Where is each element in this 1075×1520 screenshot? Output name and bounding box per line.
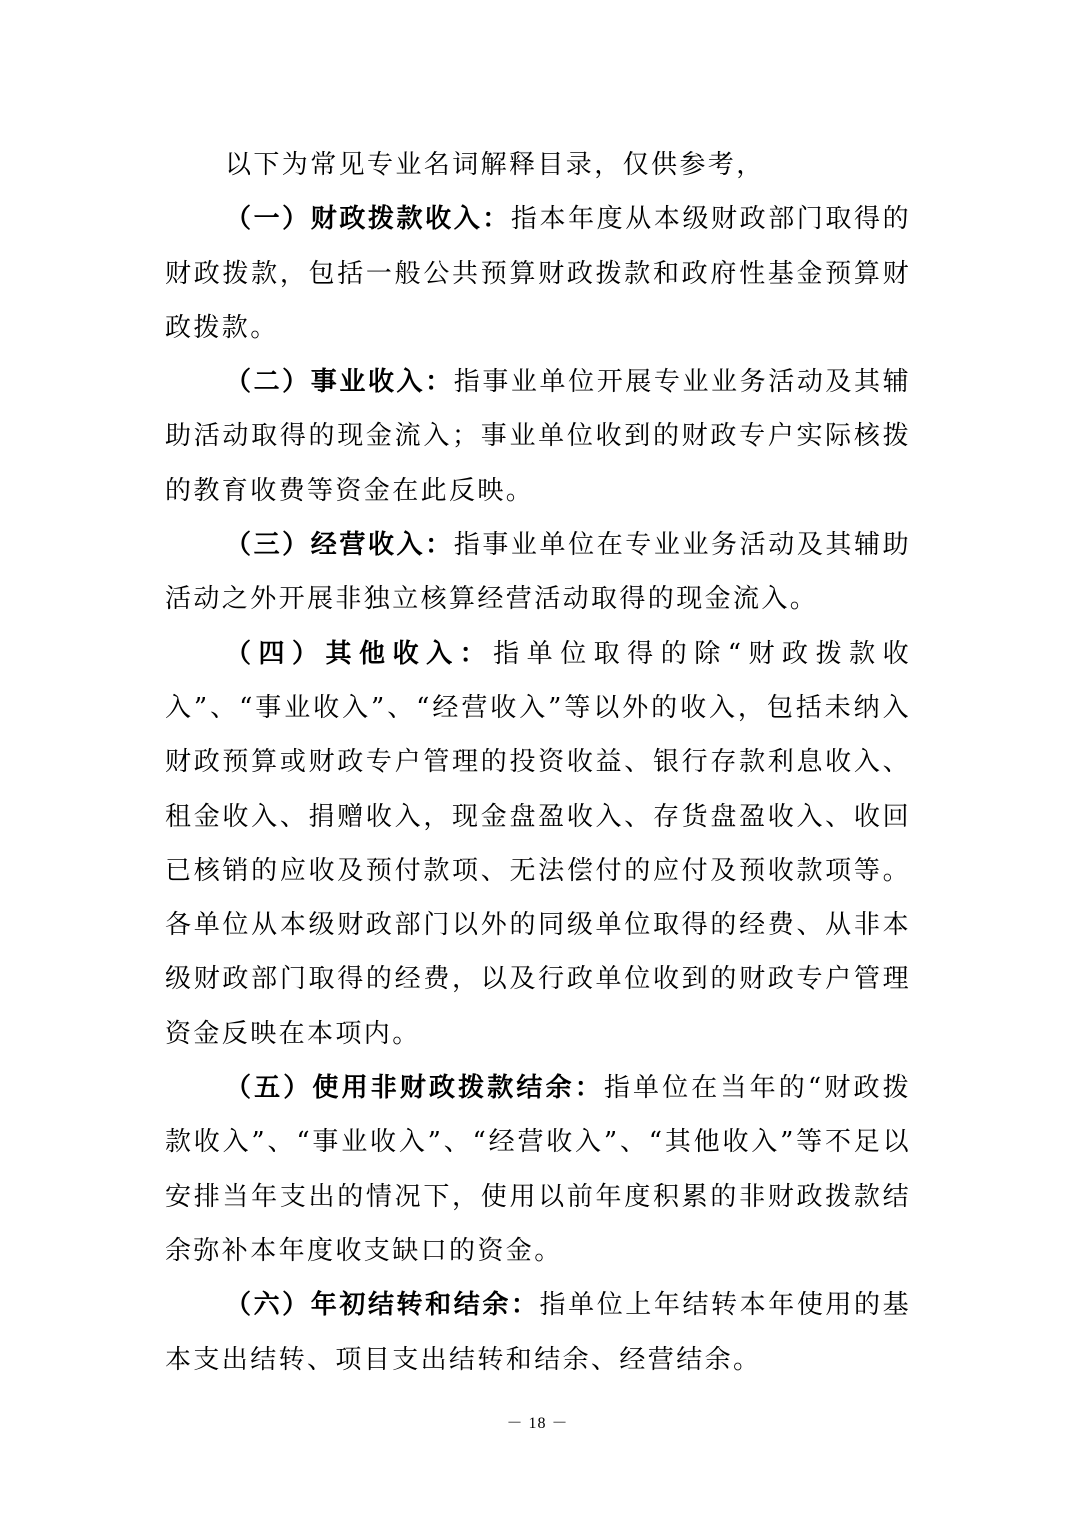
definition-paragraph-2 xyxy=(165,355,911,518)
page-content xyxy=(165,138,911,1387)
definition-term-6: （六）年初结转和结余： xyxy=(225,1290,540,1321)
definition-text-4: 指单位取得的除“财政拨款收入”、“事业收入”、“经营收入”等以外的收入，包括未纳入财政预算或财政专户管理的投资收益、银行存款利息收入、租金收入、捐赠收入，现金盘盈收入、存货盘盈收入、收回已核销的应收及预付款项、无法偿付的应付及预收款项等。各单位从本级财政部门以外的同级单位取得的经费、从非本级财政部门取得的经费，以及行政单位收到的财政专户管理资金反映在本项内。 xyxy=(165,638,911,1049)
definition-paragraph-5 xyxy=(165,1061,911,1278)
definition-term-4: （四）其他收入： xyxy=(225,638,494,669)
definition-term-5: （五）使用非财政拨款结余： xyxy=(225,1073,604,1104)
intro-paragraph: 以下为常见专业名词解释目录，仅供参考， xyxy=(225,150,765,180)
definition-paragraph-1 xyxy=(165,192,911,355)
definition-paragraph-3 xyxy=(165,518,911,627)
definition-paragraph-6 xyxy=(165,1278,911,1387)
definition-term-2: （二）事业收入： xyxy=(225,367,454,398)
definition-paragraph-4 xyxy=(165,627,911,1061)
definition-text-6: 指单位上年结转本年使用的基本支出结转、项目支出结转和结余、经营结余。 xyxy=(165,1290,912,1375)
definition-text-1: 指本年度从本级财政部门取得的财政拨款，包括一般公共预算财政拨款和政府性基金预算财政拨款。 xyxy=(165,204,911,343)
definition-term-3: （三）经营收入： xyxy=(225,530,454,561)
page-number: － 18 － xyxy=(506,1415,569,1432)
definition-term-1: （一）财政拨款收入： xyxy=(225,204,511,235)
definition-text-2: 指事业单位开展专业业务活动及其辅助活动取得的现金流入；事业单位收到的财政专户实际核拨的教育收费等资金在此反映。 xyxy=(165,367,911,506)
definition-text-5: 指单位在当年的“财政拨款收入”、“事业收入”、“经营收入”、“其他收入”等不足以安排当年支出的情况下，使用以前年度积累的非财政拨款结余弥补本年度收支缺口的资金。 xyxy=(165,1073,911,1266)
definition-text-3: 指事业单位在专业业务活动及其辅助活动之外开展非独立核算经营活动取得的现金流入。 xyxy=(165,530,911,615)
